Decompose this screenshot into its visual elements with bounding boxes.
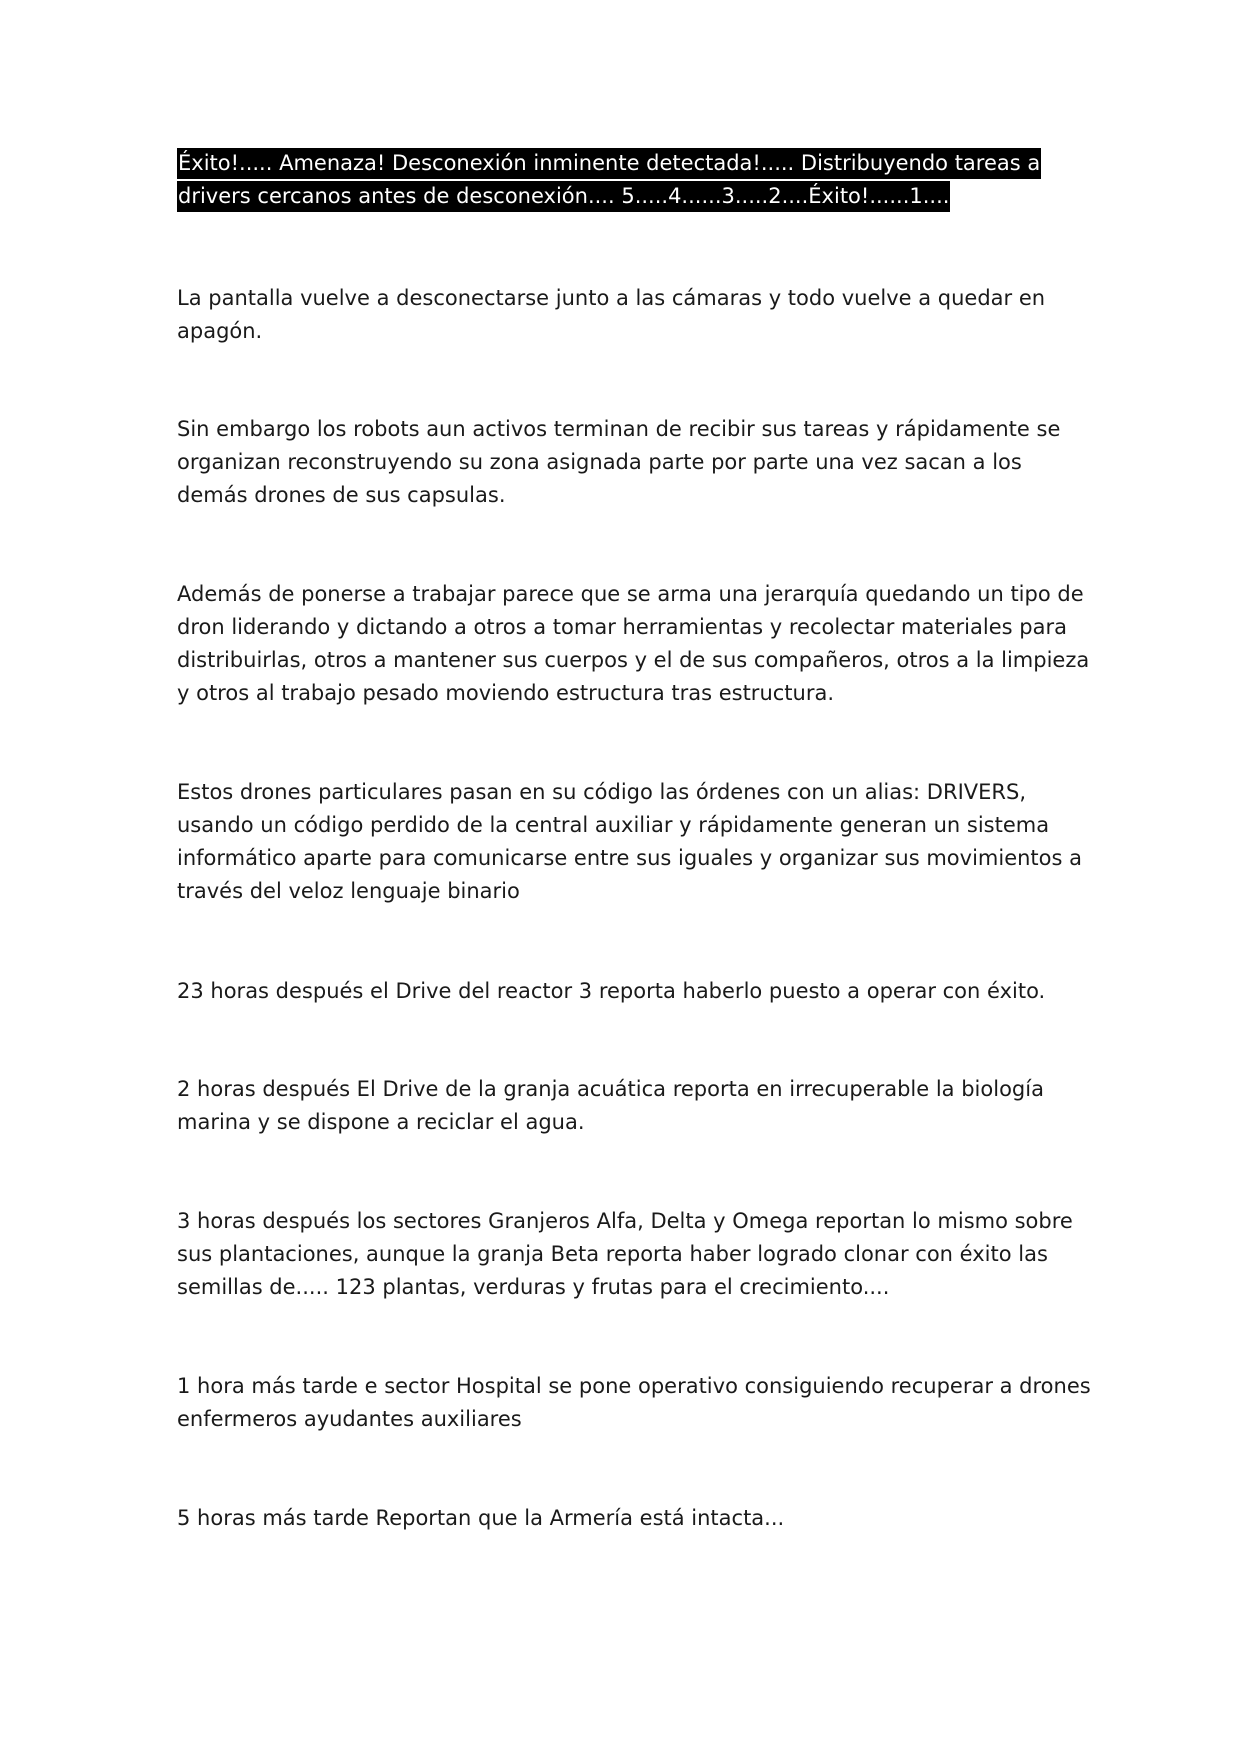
paragraph-hospital: 1 hora más tarde e sector Hospital se pone operativo consiguiendo recuperar a drones enfermeros ayudantes auxiliares <box>177 1374 1091 1431</box>
highlighted-status-message <box>177 147 1097 213</box>
paragraph-drivers: Estos drones particulares pasan en su código las órdenes con un alias: DRIVERS, usando un código perdido de la central auxiliar y rápidamente generan un sistema informático aparte para comunicarse entre sus iguales y organizar sus movimientos a través del veloz lenguaje binario <box>177 780 1082 903</box>
highlighted-line-2: drivers cercanos antes de desconexión.... 5.....4......3.....2....Éxito!......1.... <box>177 181 950 212</box>
paragraph-farm-sectors: 3 horas después los sectores Granjeros Alfa, Delta y Omega reportan lo mismo sobre sus plantaciones, aunque la granja Beta reporta haber logrado clonar con éxito las semillas de..... 123 plantas, verduras y frutas para el crecimiento.... <box>177 1209 1073 1299</box>
paragraph-blackout: La pantalla vuelve a desconectarse junto a las cámaras y todo vuelve a quedar en apagón. <box>177 286 1046 343</box>
paragraph-reactor: 23 horas después el Drive del reactor 3 reporta haberlo puesto a operar con éxito. <box>177 979 1046 1003</box>
paragraph-hierarchy: Además de ponerse a trabajar parece que se arma una jerarquía quedando un tipo de dron liderando y dictando a otros a tomar herramientas y recolectar materiales para distribuirlas, otros a mantener sus cuerpos y el de sus compañeros, otros a la limpieza y otros al trabajo pesado moviendo estructura tras estructura. <box>177 582 1090 705</box>
paragraph-aquatic-farm: 2 horas después El Drive de la granja acuática reporta en irrecuperable la biología marina y se dispone a reciclar el agua. <box>177 1077 1044 1134</box>
paragraph-armory: 5 horas más tarde Reportan que la Armería está intacta... <box>177 1506 785 1530</box>
highlighted-line-1: Éxito!..... Amenaza! Desconexión inminente detectada!..... Distribuyendo tareas a <box>177 148 1041 179</box>
paragraph-robots-organize: Sin embargo los robots aun activos terminan de recibir sus tareas y rápidamente se organizan reconstruyendo su zona asignada parte por parte una vez sacan a los demás drones de sus capsulas. <box>177 417 1061 507</box>
